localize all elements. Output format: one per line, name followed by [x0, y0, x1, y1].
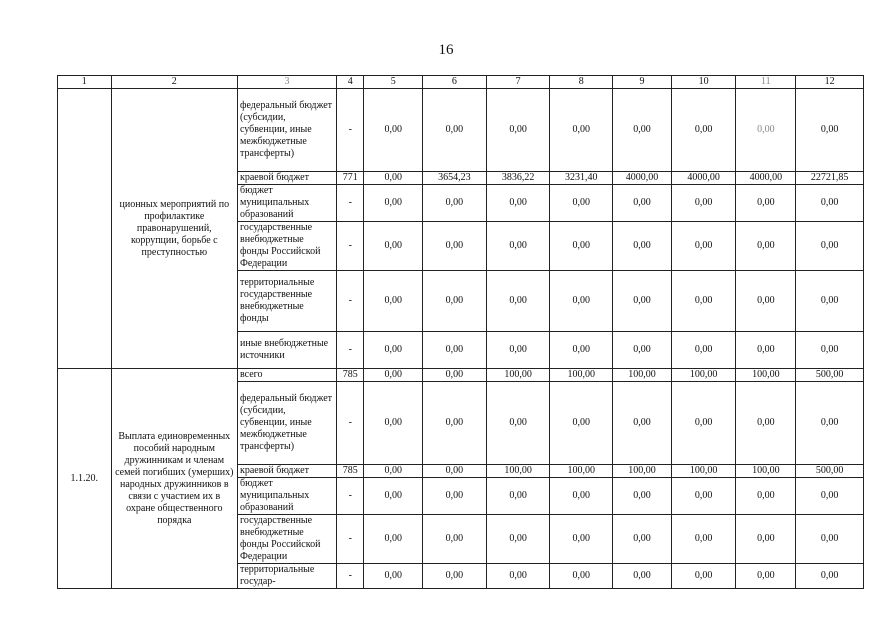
- table-row: [58, 89, 864, 172]
- column-header: 3: [238, 76, 337, 89]
- budget-table: [57, 75, 864, 589]
- code-cell: -: [337, 564, 364, 589]
- code-cell: -: [337, 382, 364, 465]
- value-cell: 3231,40: [550, 172, 613, 185]
- value-cell: 0,00: [796, 382, 864, 465]
- column-header: 1: [58, 76, 112, 89]
- value-cell: 0,00: [364, 332, 423, 369]
- funding-source: бюджет муниципальных образований: [238, 478, 337, 515]
- value-cell: 100,00: [550, 465, 613, 478]
- value-cell: 0,00: [613, 515, 672, 564]
- column-header: 9: [613, 76, 672, 89]
- code-cell: -: [337, 185, 364, 222]
- value-cell: 3654,23: [423, 172, 487, 185]
- value-cell: 0,00: [550, 332, 613, 369]
- code-cell: 771: [337, 172, 364, 185]
- value-cell: 0,00: [364, 271, 423, 332]
- code-cell: 785: [337, 465, 364, 478]
- value-cell: 100,00: [486, 369, 550, 382]
- value-cell: 0,00: [364, 89, 423, 172]
- value-cell: 22721,85: [796, 172, 864, 185]
- value-cell: 0,00: [613, 564, 672, 589]
- column-header: 2: [111, 76, 237, 89]
- value-cell: 0,00: [486, 222, 550, 271]
- value-cell: 0,00: [796, 271, 864, 332]
- value-cell: 4000,00: [736, 172, 796, 185]
- value-cell: 0,00: [613, 382, 672, 465]
- code-cell: -: [337, 332, 364, 369]
- value-cell: 100,00: [550, 369, 613, 382]
- value-cell: 0,00: [613, 222, 672, 271]
- funding-source: территориальные государ-: [238, 564, 337, 589]
- column-header: 11: [736, 76, 796, 89]
- value-cell: 0,00: [423, 478, 487, 515]
- value-cell: 0,00: [613, 332, 672, 369]
- code-cell: -: [337, 271, 364, 332]
- code-cell: -: [337, 222, 364, 271]
- value-cell: 0,00: [796, 332, 864, 369]
- value-cell: 0,00: [671, 478, 736, 515]
- column-header: 4: [337, 76, 364, 89]
- value-cell: 0,00: [736, 185, 796, 222]
- value-cell: 100,00: [671, 369, 736, 382]
- value-cell: 0,00: [671, 332, 736, 369]
- value-cell: 0,00: [736, 478, 796, 515]
- value-cell: 3836,22: [486, 172, 550, 185]
- value-cell: 0,00: [486, 382, 550, 465]
- value-cell: 0,00: [736, 564, 796, 589]
- value-cell: 0,00: [671, 89, 736, 172]
- value-cell: 4000,00: [671, 172, 736, 185]
- value-cell: 0,00: [736, 271, 796, 332]
- value-cell: 0,00: [736, 382, 796, 465]
- value-cell: 0,00: [613, 478, 672, 515]
- value-cell: 0,00: [486, 271, 550, 332]
- code-cell: -: [337, 89, 364, 172]
- value-cell: 0,00: [423, 185, 487, 222]
- value-cell: 0,00: [364, 369, 423, 382]
- value-cell: 0,00: [486, 515, 550, 564]
- value-cell: 0,00: [671, 515, 736, 564]
- value-cell: 0,00: [736, 332, 796, 369]
- value-cell: 0,00: [671, 271, 736, 332]
- value-cell: 0,00: [423, 332, 487, 369]
- value-cell: 0,00: [364, 564, 423, 589]
- table-header-row: [58, 76, 864, 89]
- item-index: 1.1.20.: [58, 369, 112, 589]
- value-cell: 0,00: [486, 564, 550, 589]
- value-cell: 100,00: [613, 369, 672, 382]
- value-cell: 0,00: [736, 515, 796, 564]
- value-cell: 100,00: [613, 465, 672, 478]
- funding-source: территориальные государственные внебюджетные фонды: [238, 271, 337, 332]
- funding-source: краевой бюджет: [238, 172, 337, 185]
- value-cell: 0,00: [423, 89, 487, 172]
- value-cell: 0,00: [796, 222, 864, 271]
- value-cell: 0,00: [613, 271, 672, 332]
- value-cell: 0,00: [796, 185, 864, 222]
- value-cell: 0,00: [671, 222, 736, 271]
- value-cell: 100,00: [671, 465, 736, 478]
- value-cell: 0,00: [364, 515, 423, 564]
- value-cell: 4000,00: [613, 172, 672, 185]
- funding-source: всего: [238, 369, 337, 382]
- item-name: ционных мероприятий по профилактике правонарушений, коррупции, борьбе с преступностью: [111, 89, 237, 369]
- value-cell: 0,00: [613, 89, 672, 172]
- value-cell: 0,00: [364, 465, 423, 478]
- item-index: [58, 89, 112, 369]
- value-cell: 0,00: [423, 465, 487, 478]
- code-cell: -: [337, 478, 364, 515]
- value-cell: 0,00: [550, 222, 613, 271]
- value-cell: 100,00: [736, 369, 796, 382]
- column-header: 6: [423, 76, 487, 89]
- funding-source: федеральный бюджет (субсидии, субвенции, иные межбюджетные трансферты): [238, 382, 337, 465]
- column-header: 8: [550, 76, 613, 89]
- value-cell: 0,00: [796, 564, 864, 589]
- table-row: [58, 369, 864, 382]
- column-header: 7: [486, 76, 550, 89]
- funding-source: государственные внебюджетные фонды Российской Федерации: [238, 222, 337, 271]
- item-name: Выплата единовременных пособий народным дружинникам и членам семей погибших (умерших) народных дружинников в связи с участием их в охране общественного порядка: [111, 369, 237, 589]
- funding-source: иные внебюджетные источники: [238, 332, 337, 369]
- value-cell: 0,00: [364, 478, 423, 515]
- value-cell: 0,00: [550, 271, 613, 332]
- funding-source: государственные внебюджетные фонды Российской Федерации: [238, 515, 337, 564]
- value-cell: 500,00: [796, 369, 864, 382]
- value-cell: 0,00: [796, 478, 864, 515]
- funding-source: бюджет муниципальных образований: [238, 185, 337, 222]
- funding-source: краевой бюджет: [238, 465, 337, 478]
- value-cell: 0,00: [736, 222, 796, 271]
- value-cell: 0,00: [423, 515, 487, 564]
- code-cell: -: [337, 515, 364, 564]
- value-cell: 100,00: [736, 465, 796, 478]
- value-cell: 0,00: [550, 564, 613, 589]
- code-cell: 785: [337, 369, 364, 382]
- value-cell: 0,00: [671, 564, 736, 589]
- value-cell: 0,00: [796, 89, 864, 172]
- value-cell: 0,00: [364, 222, 423, 271]
- value-cell: 0,00: [550, 478, 613, 515]
- value-cell: 0,00: [550, 185, 613, 222]
- value-cell: 0,00: [364, 382, 423, 465]
- value-cell: 500,00: [796, 465, 864, 478]
- value-cell: 0,00: [423, 564, 487, 589]
- value-cell: 0,00: [671, 185, 736, 222]
- value-cell: 0,00: [486, 332, 550, 369]
- page-number: 16: [438, 42, 454, 58]
- column-header: 10: [671, 76, 736, 89]
- value-cell: 0,00: [613, 185, 672, 222]
- column-header: 5: [364, 76, 423, 89]
- value-cell: 0,00: [796, 515, 864, 564]
- funding-source: федеральный бюджет (субсидии, субвенции, иные межбюджетные трансферты): [238, 89, 337, 172]
- value-cell: 0,00: [423, 222, 487, 271]
- column-header: 12: [796, 76, 864, 89]
- value-cell: 0,00: [486, 478, 550, 515]
- value-cell: 0,00: [423, 271, 487, 332]
- value-cell: 0,00: [550, 382, 613, 465]
- value-cell: 0,00: [550, 89, 613, 172]
- value-cell: 100,00: [486, 465, 550, 478]
- value-cell: 0,00: [486, 185, 550, 222]
- value-cell: 0,00: [550, 515, 613, 564]
- value-cell: 0,00: [486, 89, 550, 172]
- value-cell: 0,00: [423, 382, 487, 465]
- value-cell: 0,00: [671, 382, 736, 465]
- value-cell: 0,00: [423, 369, 487, 382]
- value-cell: 0,00: [364, 172, 423, 185]
- value-cell: 0,00: [364, 185, 423, 222]
- value-cell: 0,00: [736, 89, 796, 172]
